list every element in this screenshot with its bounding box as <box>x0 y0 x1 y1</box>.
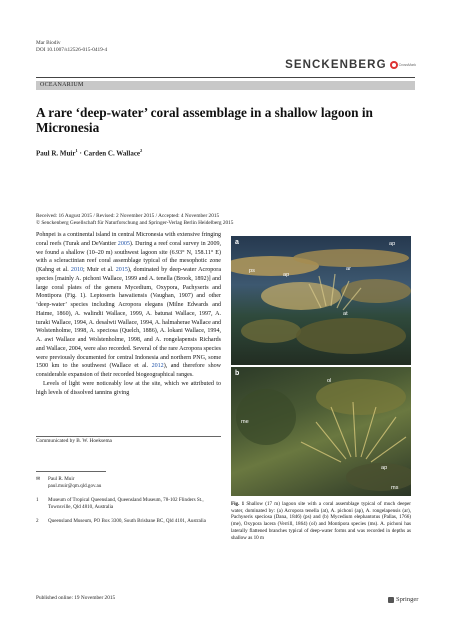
springer-logo <box>388 596 418 603</box>
author-muir[interactable]: Paul R. Muir <box>36 149 76 158</box>
body-text <box>36 231 221 397</box>
author-wallace-affiliation: 2 <box>140 148 143 153</box>
received-block <box>36 213 233 227</box>
paragraph-1: Pohnpei is a continental island in central Micronesia with extensive fringing coral reefs (Turak and DeVantier 2005). During a reef coral survey in 2009, we found a shallow (10–20 m) southwest lagoon site (6.93° N, 158.11° E) with a scleractinian reef coral assemblage typical of the mesophotic zone (Kahng et al. 2010; Muir et al. 2015), dominated by deep-water Acropora species [mainly A. pichoni Wallace, 1999 and A. tenella (Brook, 1892)] and large coral plates of the genera Mycedium, Oxypora, Pachyseris and Montipora (Fig. 1). Leptoseris hawaiiensis (Vaughan, 1907) and other ‘deep-water’ species including Acropora elegans (Milne Edwards and Haime, 1860), A. walindii Wallace, 1999, A. batunai Wallace, 1997, A. turaki Wallace, 1994, A. desalwii Wallace, 1994, A. halmaherae Wallace and Wolstenholme, 1998, A. speciosa (Quelch, 1886), A. lokani Wallace, 1994, A. awi Wallace and Wolstenholme, 1998, and A. rongelapensis Richards and Wallace, 2004, were also recorded. Several of the rare Acropora species were previously documented for central Indonesia and northern PNG, some 1500 km to the southwest (Wallace et al. 2012), and therefore show considerable expansion of their recorded biogeographical ranges. <box>36 232 222 378</box>
contact-block <box>36 476 101 489</box>
label-ol: ol <box>327 378 332 384</box>
copyright-notice: © Senckenberg Gesellschaft für Naturforschung and Springer-Verlag Berlin Heidelberg 2015 <box>36 220 234 226</box>
label-ap: ap <box>283 272 290 278</box>
section-label: OCEANARIUM <box>40 82 84 88</box>
label-at: at <box>343 311 348 317</box>
citation-link[interactable]: 2010 <box>70 267 84 273</box>
springer-horse-icon <box>388 597 394 603</box>
affiliation-number: 1 <box>36 497 39 503</box>
section-bar <box>36 81 415 90</box>
affiliation-text: Museum of Tropical Queensland, Queensland Museum, 78-102 Flinders St., Townsville, Qld 4810, Australia <box>48 497 204 510</box>
published-date: Published online: 19 November 2015 <box>36 595 116 601</box>
caption-text: Shallow (17 m) lagoon site with a coral assemblage typical of much deeper water, dominated by: (a) Acropora tenella (at), A. pichoni (ap), A. rongelapensis (ar), Pachyseris speciosa (Dana, 1846) (ps) and (b) Mycedium elephantotus (Pallas, 1766) (me), Oxypora lacera (Verrill, 1864) (ol) and Montipora species (ms). A. pichoni has laterally flattened branches typical of deep-water forms and was recorded in depths as shallow as 10 m <box>231 501 411 541</box>
label-ap-top: ap <box>389 241 396 247</box>
article-title: A rare ‘deep-water’ coral assemblage in a shallow lagoon in Micronesia <box>36 105 373 135</box>
citation-link[interactable]: 2005 <box>117 240 130 247</box>
citation-link[interactable]: 2012 <box>151 363 164 370</box>
footnote-rule <box>36 471 106 472</box>
doi-link[interactable]: DOI 10.1007/s12526-015-0419-4 <box>36 47 108 53</box>
contact-name: Paul R. Muir <box>48 476 75 482</box>
panel-b-label: b <box>235 370 240 377</box>
journal-name: Mar Biodiv <box>36 40 61 46</box>
figure-caption <box>231 501 411 541</box>
figure-panel-a <box>231 236 411 365</box>
contact-email[interactable]: paul.muir@qm.qld.gov.au <box>48 482 102 489</box>
affiliation-number: 2 <box>36 518 39 524</box>
coral-photo-b <box>231 367 411 496</box>
author-line <box>36 148 142 157</box>
springer-wordmark: Springer <box>396 596 419 603</box>
publisher-logo <box>285 59 416 71</box>
coral-photo-a <box>231 236 411 365</box>
citation-link[interactable]: 2015 <box>115 267 128 273</box>
paragraph-2: Levels of light were noticeably low at the site, which we attributed to high levels of dissolved tannins giving <box>36 380 221 396</box>
panel-a-label: a <box>235 239 239 246</box>
affiliation-1 <box>36 497 221 510</box>
header-rule <box>36 77 415 78</box>
body-divider <box>36 436 221 437</box>
label-ar: ar <box>346 266 351 272</box>
history-dates: Received: 16 August 2015 / Revised: 2 November 2015 / Accepted: 4 November 2015 <box>36 213 220 219</box>
label-ps: ps <box>249 268 255 274</box>
affiliation-2 <box>36 518 221 525</box>
label-ap: ap <box>381 465 388 471</box>
crossmark-label: CrossMark <box>398 63 416 67</box>
caption-label: Fig. 1 <box>231 501 245 507</box>
label-me: me <box>241 419 249 425</box>
figure-panel-b <box>231 367 411 496</box>
author-separator: · <box>77 149 84 158</box>
crossmark-badge[interactable] <box>390 61 416 69</box>
affiliation-text: Queensland Museum, PO Box 3300, South Brisbane BC, Qld 4101, Australia <box>48 518 206 524</box>
author-wallace[interactable]: Carden C. Wallace <box>83 149 141 158</box>
senckenberg-logo: SENCKENBERG <box>285 59 387 71</box>
author-muir-affiliation: 1 <box>75 148 78 153</box>
crossmark-icon <box>390 61 398 69</box>
envelope-icon: ✉ <box>36 476 41 482</box>
communicated-by: Communicated by B. W. Hoeksema <box>36 438 112 444</box>
label-ms: ms <box>391 485 399 491</box>
journal-info <box>36 40 107 54</box>
